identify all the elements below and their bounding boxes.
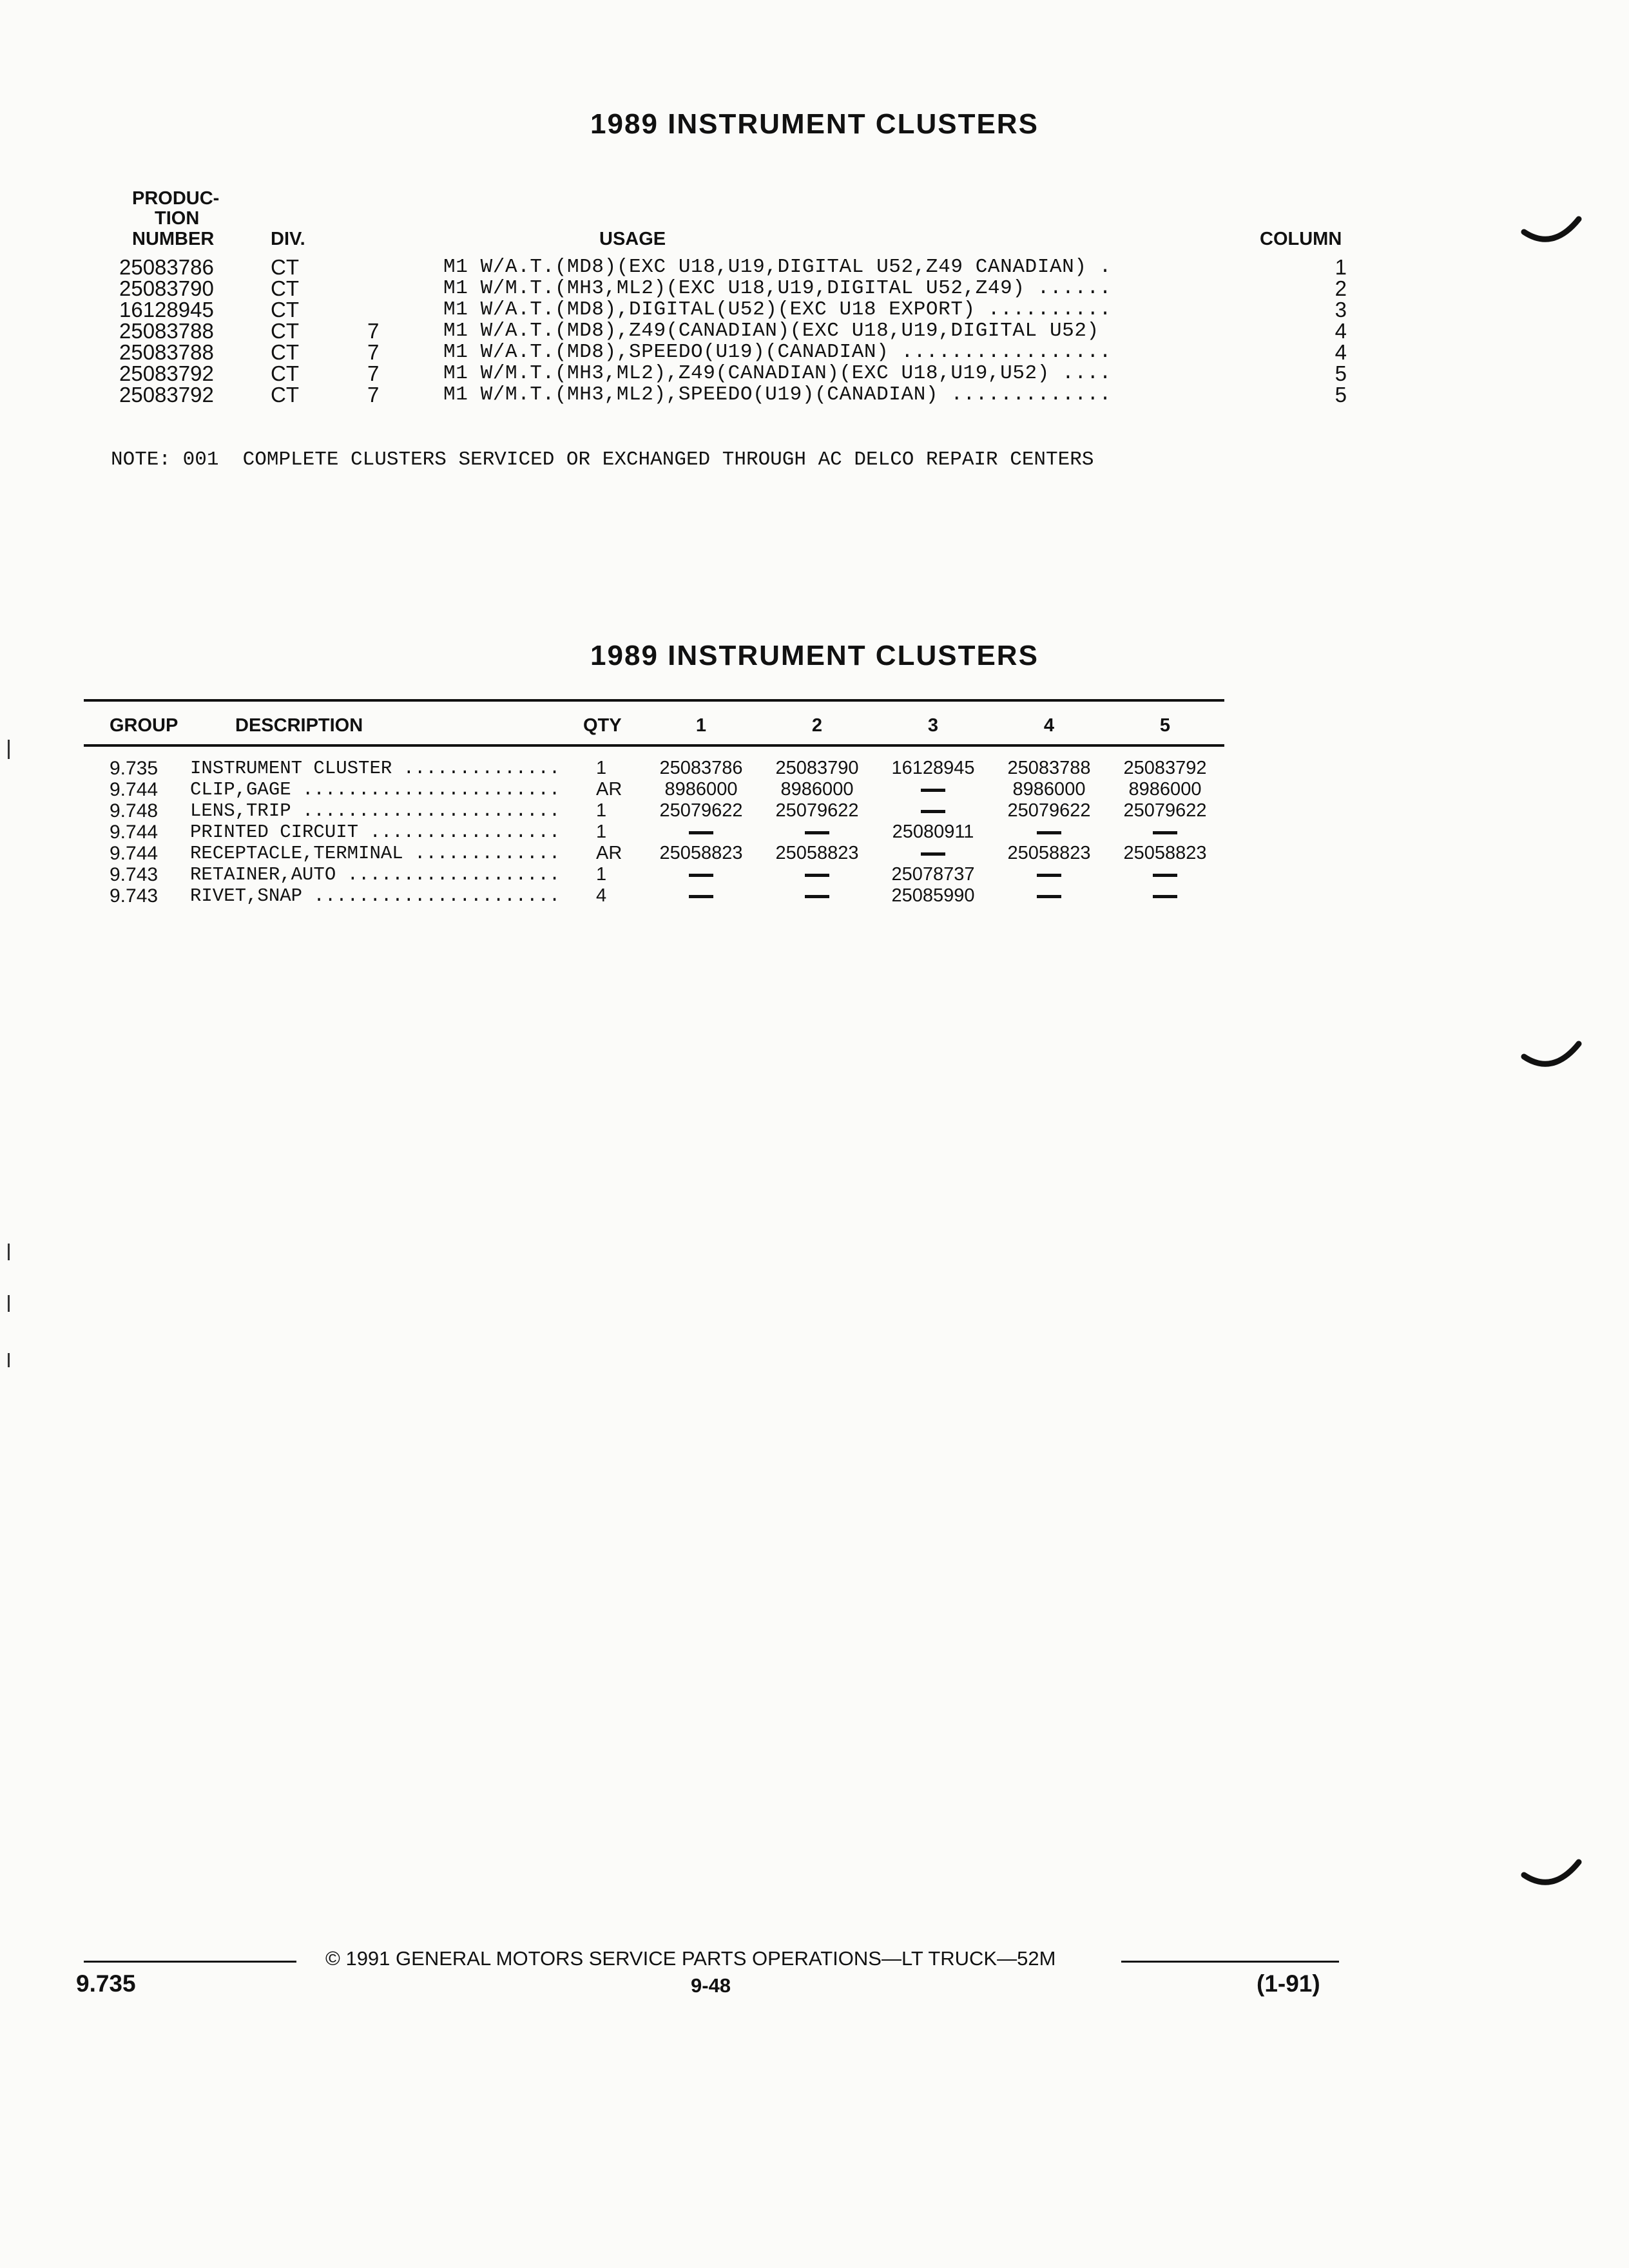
parts-row-part-number xyxy=(753,885,882,907)
parts-row-part-number: 25085990 xyxy=(891,885,975,906)
parts-row-part-number xyxy=(985,822,1113,843)
header-group: GROUP xyxy=(110,715,178,736)
binder-hook-icon xyxy=(1521,1037,1585,1076)
usage-row-usage: M1 W/A.T.(MD8),DIGITAL(U52)(EXC U18 EXPORT) .......... xyxy=(443,298,1112,321)
not-applicable-dash xyxy=(1037,874,1061,877)
parts-row-description: RETAINER,AUTO ................... xyxy=(190,864,561,885)
not-applicable-dash xyxy=(1153,831,1177,834)
table-top-rule xyxy=(84,699,1224,702)
usage-row-code: 7 xyxy=(367,340,380,364)
edge-mark xyxy=(8,740,10,759)
parts-row-part-number xyxy=(1101,822,1229,843)
usage-row-div: CT xyxy=(271,255,299,279)
usage-row-usage: M1 W/A.T.(MD8),Z49(CANADIAN)(EXC U18,U19,DIGITAL U52) xyxy=(443,320,1099,342)
parts-row-part-number: 8986000 xyxy=(664,779,738,800)
header-div: DIV. xyxy=(271,229,305,249)
binder-hook-icon xyxy=(1521,213,1585,251)
parts-row-qty: AR xyxy=(596,843,622,863)
header-produc: PRODUC- xyxy=(132,188,220,209)
usage-row-column: 5 xyxy=(1335,361,1347,385)
not-applicable-dash xyxy=(689,874,713,877)
note-text: NOTE: 001 COMPLETE CLUSTERS SERVICED OR EXCHANGED THROUGH AC DELCO REPAIR CENTERS xyxy=(111,448,1094,471)
parts-row-part-number xyxy=(869,800,998,822)
parts-row-qty: 4 xyxy=(596,885,607,906)
header-col-4: 4 xyxy=(1043,715,1055,736)
parts-row-description: INSTRUMENT CLUSTER .............. xyxy=(190,758,561,779)
usage-row-number: 25083792 xyxy=(119,361,214,385)
usage-row-column: 4 xyxy=(1335,319,1347,343)
usage-row-div: CT xyxy=(271,298,299,322)
parts-row-part-number xyxy=(1101,864,1229,885)
parts-row-part-number xyxy=(753,822,882,843)
not-applicable-dash xyxy=(689,831,713,834)
parts-row-description: CLIP,GAGE ....................... xyxy=(190,779,561,800)
parts-row-part-number xyxy=(637,864,766,885)
parts-row-description: RECEPTACLE,TERMINAL ............. xyxy=(190,843,561,864)
header-tion: TION xyxy=(155,208,200,229)
parts-row-part-number: 25083788 xyxy=(1007,758,1091,778)
footer-page-number: 9-48 xyxy=(691,1974,731,1997)
parts-row-qty: 1 xyxy=(596,800,607,821)
usage-row-div: CT xyxy=(271,319,299,343)
parts-row-qty: 1 xyxy=(596,758,607,778)
parts-row-group: 9.743 xyxy=(110,885,159,907)
edge-mark xyxy=(8,1295,10,1312)
parts-row-part-number xyxy=(1101,885,1229,907)
parts-row-part-number: 25079622 xyxy=(659,800,743,821)
header-column: COLUMN xyxy=(1260,229,1342,249)
usage-row-usage: M1 W/A.T.(MD8)(EXC U18,U19,DIGITAL U52,Z49 CANADIAN) . xyxy=(443,256,1112,278)
parts-row-part-number xyxy=(985,885,1113,907)
parts-row-group: 9.744 xyxy=(110,779,159,800)
parts-row-part-number: 25058823 xyxy=(775,843,859,863)
parts-row-group: 9.748 xyxy=(110,800,159,822)
parts-row-group: 9.744 xyxy=(110,822,159,843)
parts-row-group: 9.743 xyxy=(110,864,159,885)
not-applicable-dash xyxy=(805,831,829,834)
parts-row-part-number: 25079622 xyxy=(1007,800,1091,821)
usage-row-div: CT xyxy=(271,383,299,407)
parts-row-part-number: 25083786 xyxy=(659,758,743,778)
header-col-1: 1 xyxy=(695,715,707,736)
parts-row-qty: 1 xyxy=(596,822,607,842)
footer-revision: (1-91) xyxy=(1257,1970,1320,1997)
parts-row-part-number xyxy=(637,822,766,843)
not-applicable-dash xyxy=(1037,831,1061,834)
usage-row-usage: M1 W/M.T.(MH3,ML2),Z49(CANADIAN)(EXC U18,U19,U52) .... xyxy=(443,362,1112,385)
parts-row-part-number: 25083790 xyxy=(775,758,859,778)
parts-title: 1989 INSTRUMENT CLUSTERS xyxy=(590,640,1039,671)
usage-row-column: 4 xyxy=(1335,340,1347,364)
not-applicable-dash xyxy=(1153,874,1177,877)
not-applicable-dash xyxy=(805,895,829,898)
parts-row-part-number xyxy=(753,864,882,885)
parts-row-part-number: 25058823 xyxy=(1123,843,1207,863)
not-applicable-dash xyxy=(689,895,713,898)
usage-row-column: 2 xyxy=(1335,276,1347,300)
header-col-3: 3 xyxy=(927,715,939,736)
usage-row-column: 1 xyxy=(1335,255,1347,279)
usage-row-code: 7 xyxy=(367,361,380,385)
usage-row-number: 25083788 xyxy=(119,340,214,364)
footer-rule-right xyxy=(1121,1961,1339,1963)
page-title: 1989 INSTRUMENT CLUSTERS xyxy=(590,108,1039,140)
edge-mark xyxy=(8,1353,10,1367)
parts-row-part-number: 25078737 xyxy=(891,864,975,885)
header-usage: USAGE xyxy=(599,229,666,249)
parts-row-part-number: 8986000 xyxy=(1012,779,1086,800)
not-applicable-dash xyxy=(805,874,829,877)
footer-copyright: © 1991 GENERAL MOTORS SERVICE PARTS OPERATIONS—LT TRUCK—52M xyxy=(325,1947,1056,1970)
parts-row-part-number: 8986000 xyxy=(1128,779,1202,800)
parts-row-qty: 1 xyxy=(596,864,607,885)
parts-row-description: RIVET,SNAP ...................... xyxy=(190,885,561,907)
usage-row-div: CT xyxy=(271,361,299,385)
parts-row-part-number: 25058823 xyxy=(659,843,743,863)
usage-row-column: 3 xyxy=(1335,298,1347,322)
usage-row-number: 25083792 xyxy=(119,383,214,407)
parts-row-description: PRINTED CIRCUIT ................. xyxy=(190,822,561,843)
footer-section-number: 9.735 xyxy=(76,1970,136,1997)
parts-row-qty: AR xyxy=(596,779,622,800)
usage-row-code: 7 xyxy=(367,319,380,343)
usage-row-div: CT xyxy=(271,276,299,300)
header-col-2: 2 xyxy=(811,715,823,736)
parts-row-part-number xyxy=(637,885,766,907)
parts-row-part-number xyxy=(869,779,998,800)
parts-row-part-number xyxy=(985,864,1113,885)
not-applicable-dash xyxy=(1153,895,1177,898)
usage-row-number: 16128945 xyxy=(119,298,214,322)
edge-mark xyxy=(8,1244,10,1260)
header-number: NUMBER xyxy=(132,229,215,249)
not-applicable-dash xyxy=(921,852,945,856)
parts-row-description: LENS,TRIP ....................... xyxy=(190,800,561,822)
usage-row-usage: M1 W/M.T.(MH3,ML2)(EXC U18,U19,DIGITAL U52,Z49) ...... xyxy=(443,277,1112,300)
header-qty: QTY xyxy=(583,715,622,736)
parts-row-part-number xyxy=(869,843,998,864)
parts-row-group: 9.744 xyxy=(110,843,159,864)
usage-row-div: CT xyxy=(271,340,299,364)
usage-row-code: 7 xyxy=(367,383,380,407)
parts-row-part-number: 25058823 xyxy=(1007,843,1091,863)
not-applicable-dash xyxy=(921,810,945,813)
usage-row-number: 25083786 xyxy=(119,255,214,279)
usage-row-usage: M1 W/A.T.(MD8),SPEEDO(U19)(CANADIAN) ................. xyxy=(443,341,1112,363)
usage-row-number: 25083790 xyxy=(119,276,214,300)
parts-row-part-number: 8986000 xyxy=(780,779,854,800)
parts-row-part-number: 16128945 xyxy=(891,758,975,778)
usage-row-number: 25083788 xyxy=(119,319,214,343)
parts-row-part-number: 25079622 xyxy=(775,800,859,821)
binder-hook-icon xyxy=(1521,1856,1585,1894)
table-header-rule xyxy=(84,744,1224,747)
header-description: DESCRIPTION xyxy=(235,715,363,736)
footer-rule-left xyxy=(84,1961,296,1963)
usage-row-column: 5 xyxy=(1335,383,1347,407)
header-col-5: 5 xyxy=(1159,715,1171,736)
not-applicable-dash xyxy=(1037,895,1061,898)
not-applicable-dash xyxy=(921,789,945,792)
parts-row-part-number: 25080911 xyxy=(892,822,974,842)
parts-row-part-number: 25079622 xyxy=(1123,800,1207,821)
parts-row-group: 9.735 xyxy=(110,758,159,779)
parts-row-part-number: 25083792 xyxy=(1123,758,1207,778)
usage-row-usage: M1 W/M.T.(MH3,ML2),SPEEDO(U19)(CANADIAN) ............. xyxy=(443,383,1112,406)
